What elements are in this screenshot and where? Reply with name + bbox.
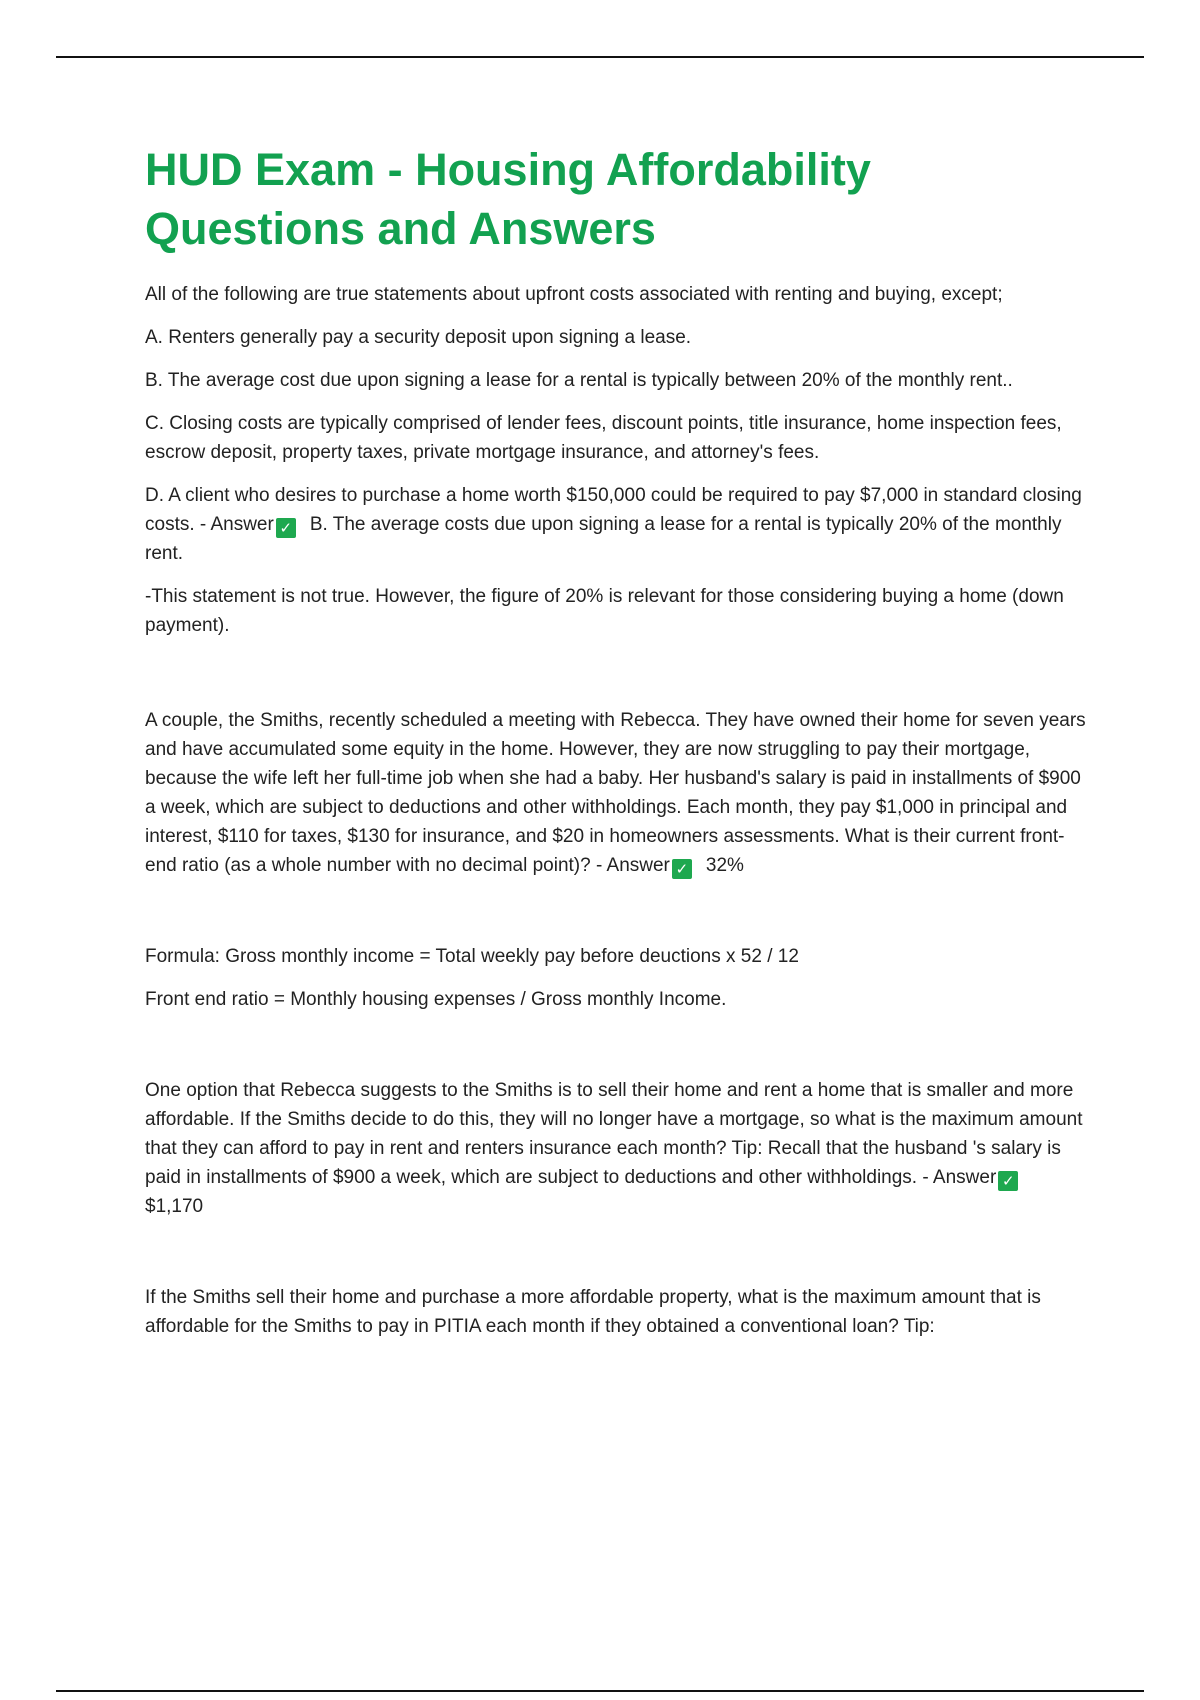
- q1-option-b: B. The average cost due upon signing a lease for a rental is typically between 20% of the monthly rent..: [145, 370, 1013, 391]
- q1-explanation: -This statement is not true. However, the figure of 20% is relevant for those considering buying a home (down payment).: [145, 586, 1064, 636]
- q3-answer: $1,170: [145, 1196, 204, 1217]
- checkmark-icon: ✓: [672, 859, 692, 879]
- q2-answer: 32%: [705, 855, 744, 876]
- q2-question: A couple, the Smiths, recently scheduled a meeting with Rebecca. They have owned their home for seven years and have accumulated some equity in the home. However, they are now struggling to pay their mortgage, because the wife left her full-time job when she had a baby. Her husband's salary is paid in installments of $900 a week, which are subject to deductions and other withholdings. Each month, they pay $1,000 in principal and interest, $110 for taxes, $130 for insurance, and $20 in homeowners assessments. What is their current front-end ratio (as a whole number with no decimal point)? - Answer: [145, 710, 1086, 876]
- q1-option-a: A. Renters generally pay a security deposit upon signing a lease.: [145, 327, 692, 348]
- q4-question: If the Smiths sell their home and purchase a more affordable property, what is the maximum amount that is affordable for the Smiths to pay in PITIA each month if they obtained a conventional loan? Tip:: [145, 1287, 1041, 1337]
- q1-option-c: C. Closing costs are typically comprised of lender fees, discount points, title insurance, home inspection fees, escrow deposit, property taxes, private mortgage insurance, and attorney's fees.: [145, 413, 1062, 463]
- document-body: [145, 140, 1090, 1355]
- q1-answer: B. The average costs due upon signing a lease for a rental is typically 20% of the monthly rent.: [145, 514, 1062, 564]
- q1-question: All of the following are true statements about upfront costs associated with renting and buying, except;: [145, 284, 1003, 305]
- q2-formula-2: Front end ratio = Monthly housing expenses / Gross monthly Income.: [145, 989, 727, 1010]
- top-rule: [56, 56, 1144, 58]
- checkmark-icon: ✓: [276, 518, 296, 538]
- q1-option-d-answer: [145, 481, 1090, 568]
- q1-option-d: D. A client who desires to purchase a home worth $150,000 could be required to pay $7,000 in standard closing costs. - Answer: [145, 485, 1082, 535]
- q2-formula-1: Formula: Gross monthly income = Total weekly pay before deuctions x 52 / 12: [145, 946, 799, 967]
- q2-question-answer: [145, 706, 1090, 880]
- bottom-rule: [56, 1690, 1144, 1692]
- checkmark-icon: ✓: [998, 1171, 1018, 1191]
- q3-question-answer: [145, 1076, 1090, 1221]
- page-title: HUD Exam - Housing Affordability Questions and Answers: [145, 144, 871, 254]
- q3-question: One option that Rebecca suggests to the Smiths is to sell their home and rent a home that is smaller and more affordable. If the Smiths decide to do this, they will no longer have a mortgage, so what is the maximum amount that they can afford to pay in rent and renters insurance each month? Tip: Recall that the husband 's salary is paid in installments of $900 a week, which are subject to deductions and other withholdings. - Answer: [145, 1080, 1083, 1188]
